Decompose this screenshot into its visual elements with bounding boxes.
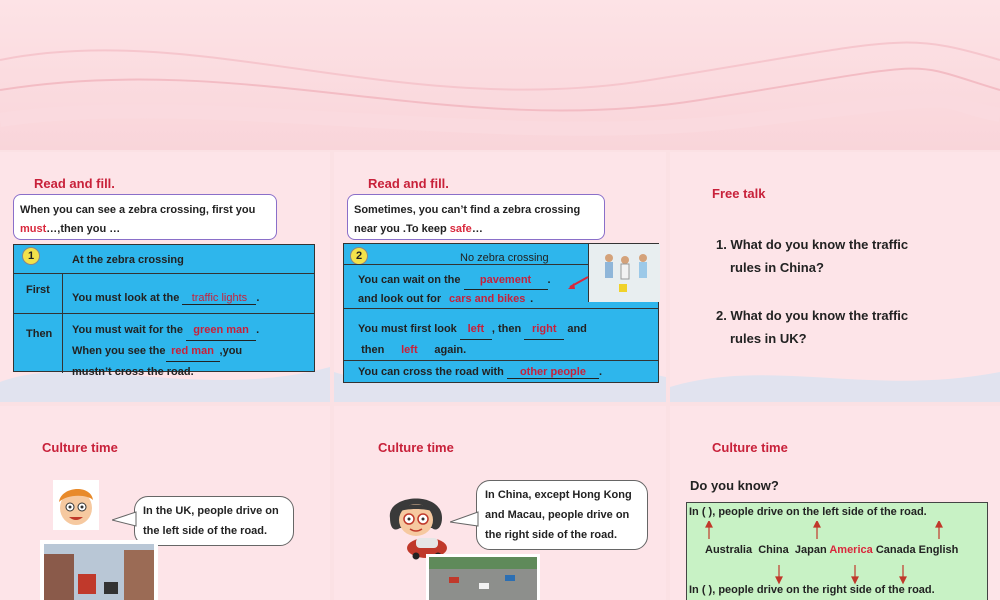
china-road-photo <box>426 554 540 600</box>
answer-blank: pavement <box>464 271 548 290</box>
quiz-line-left: In ( ), people drive on the left side of the road. <box>689 506 927 518</box>
panel-read-fill-1 <box>0 152 330 402</box>
row-label: First <box>26 284 50 296</box>
table-row <box>14 273 314 313</box>
bubble-text: When you can see a zebra crossing, first you <box>20 204 256 216</box>
banner-waves <box>0 0 1000 150</box>
pedestrian-image <box>588 244 660 302</box>
zebra-crossing-table <box>13 244 315 378</box>
panel-heading: Culture time <box>712 440 788 455</box>
table-row <box>344 360 658 384</box>
country-japan: Japan <box>794 544 827 556</box>
answer-blank: cars and bikes <box>444 290 530 309</box>
question-2: 2. What do you know the traffic rules in UK? <box>716 308 909 346</box>
table-row <box>344 308 658 360</box>
answer-blank: other people <box>507 366 599 379</box>
panel-culture-china <box>334 406 666 600</box>
country-australia: Australia <box>705 544 753 556</box>
pedestrians-icon <box>589 244 661 302</box>
road-photo-icon <box>429 557 537 600</box>
speech-bubble: In the UK, people drive on the left side of the road. <box>134 496 294 546</box>
boy-face-icon <box>53 480 99 530</box>
answer-blank: red man <box>166 341 220 362</box>
row-text: You must wait for the green man . When you see the red man ,you mustn’t cross the road. <box>72 320 259 382</box>
row-label: Then <box>26 328 53 340</box>
top-banner <box>0 0 1000 150</box>
speech-tail <box>112 510 138 530</box>
panel-culture-quiz <box>670 406 1000 600</box>
panel-heading: Read and fill. <box>34 176 115 191</box>
bubble-text: …,then you … <box>46 223 121 235</box>
answer-blank: traffic lights <box>182 292 256 305</box>
panel-heading: Free talk <box>712 186 766 201</box>
table-header: At the zebra crossing <box>72 254 184 266</box>
speech-tail <box>450 510 480 530</box>
quiz-line-right: In ( ), people drive on the right side of the road. <box>689 584 935 596</box>
instruction-bubble: Sometimes, you can’t find a zebra crossing near you .To keep safe… <box>347 194 605 240</box>
answer-blank: left <box>460 319 492 340</box>
country-list <box>705 544 958 556</box>
number-badge: 1 <box>22 247 40 265</box>
answer-safe: safe <box>449 223 472 235</box>
street-photo-icon <box>44 544 154 600</box>
panel-free-talk <box>670 152 1000 402</box>
country-america: America <box>829 544 873 556</box>
instruction-bubble <box>13 194 277 240</box>
panel-wave <box>670 342 1000 402</box>
country-english: English <box>918 544 959 556</box>
answer-blank: green man <box>186 320 256 341</box>
number-badge: 2 <box>350 247 368 265</box>
row-text: You can cross the road with other people . <box>358 366 603 378</box>
panel-culture-uk <box>0 406 330 600</box>
table-header: No zebra crossing <box>460 252 549 264</box>
table-row <box>344 264 588 308</box>
row-text: You must look at the traffic lights . <box>72 292 260 304</box>
panel-heading: Culture time <box>42 440 118 455</box>
uk-street-photo <box>40 540 158 600</box>
answer-must: must <box>20 223 47 235</box>
boy-avatar <box>53 480 99 530</box>
panel-read-fill-2 <box>334 152 666 402</box>
country-canada: Canada <box>875 544 916 556</box>
arrow-icon <box>566 275 590 291</box>
quiz-subheading: Do you know? <box>690 478 779 493</box>
panel-heading: Culture time <box>378 440 454 455</box>
table-row <box>14 313 314 378</box>
speech-bubble: In China, except Hong Kong and Macau, people drive on the right side of the road. <box>476 480 648 550</box>
answer-blank: left <box>387 340 431 361</box>
no-zebra-crossing-table <box>343 243 659 383</box>
row-text: You can wait on the pavement . and look out for cars and bikes . <box>358 271 551 309</box>
bubble-text: Sometimes, you can’t find a zebra crossing <box>354 204 581 216</box>
row-text: You must first look left , then right and then left again. <box>358 319 587 361</box>
answer-blank: right <box>524 319 564 340</box>
question-1: 1. What do you know the traffic rules in China? <box>716 237 909 275</box>
country-china: China <box>758 544 789 556</box>
panel-heading: Read and fill. <box>368 176 449 191</box>
country-quiz-box <box>686 502 988 600</box>
